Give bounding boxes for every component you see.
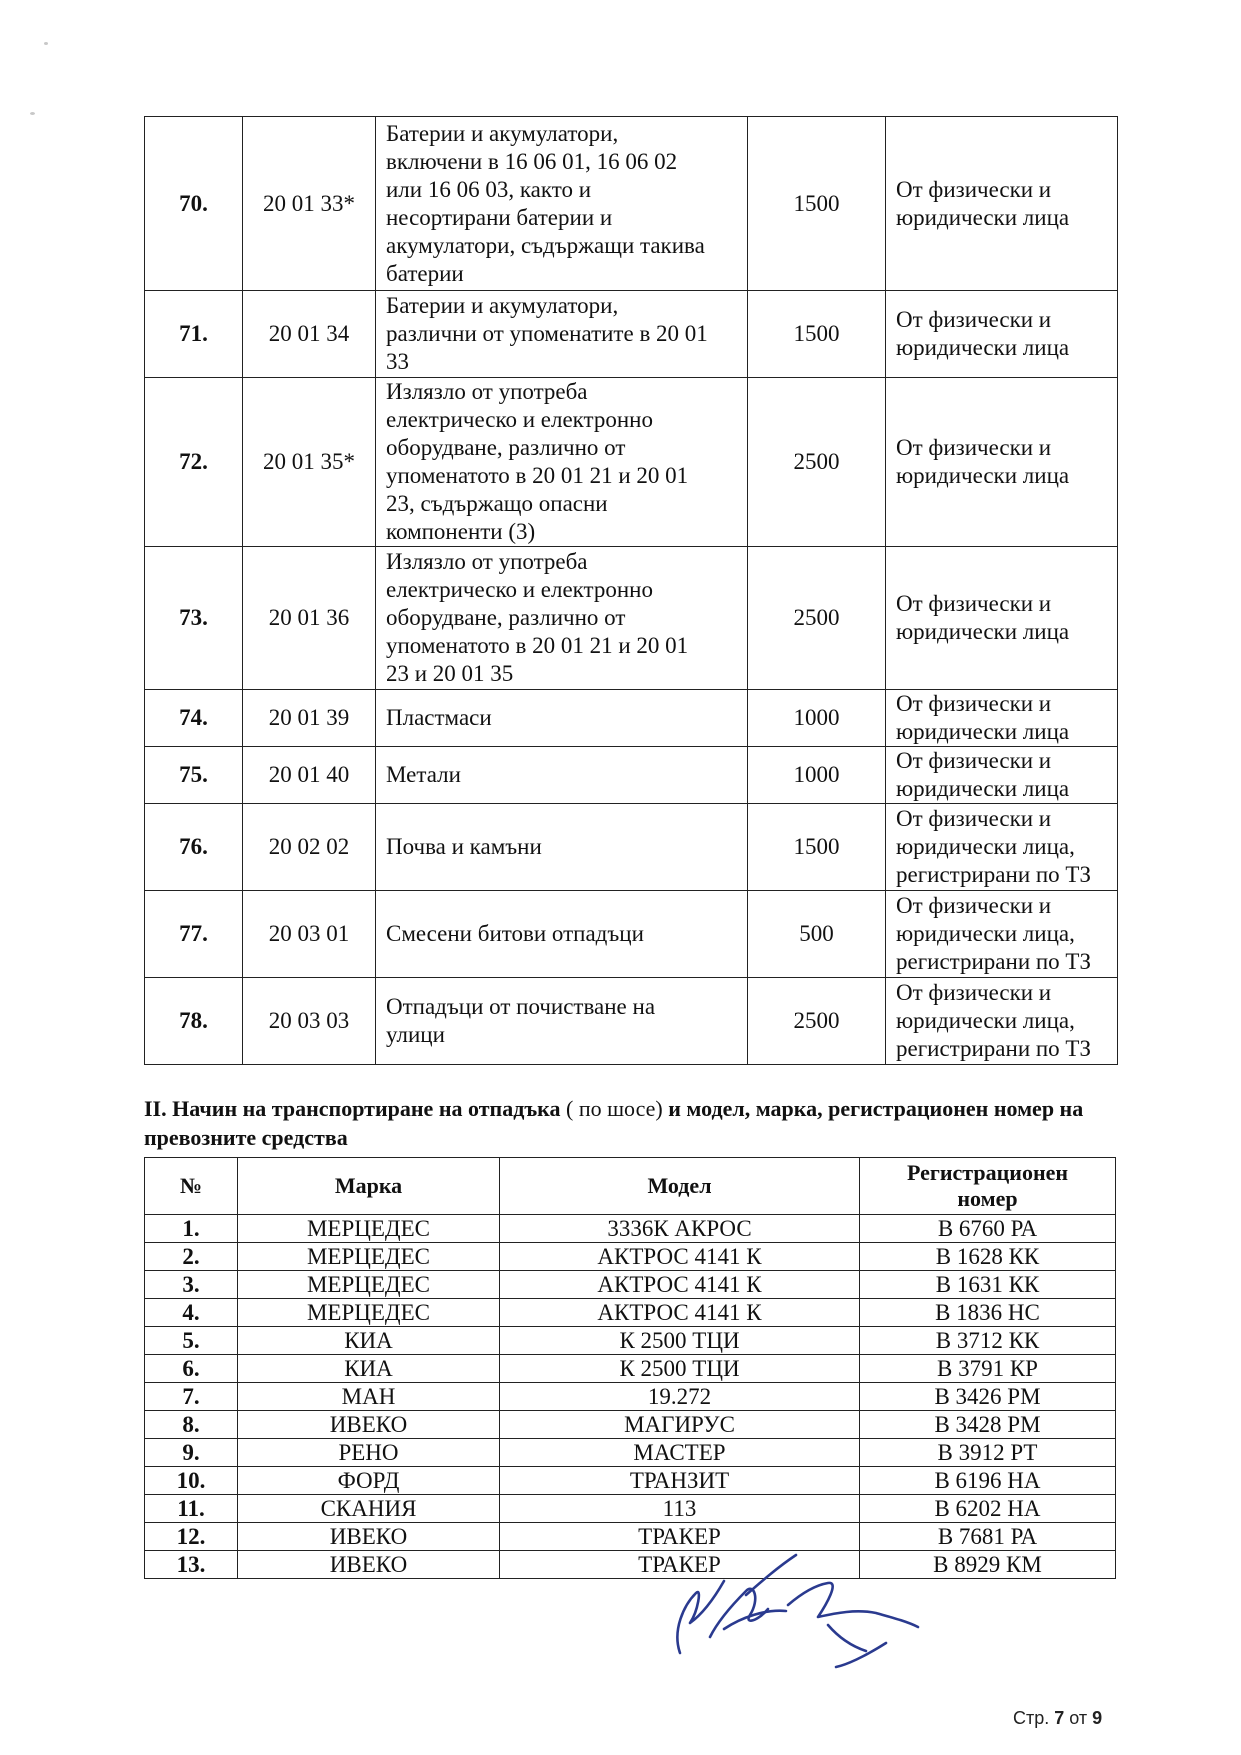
vehicle-registration: В 3912 РТ [860, 1439, 1116, 1467]
waste-origin-line: От физически и [896, 893, 1052, 918]
waste-row-number: 70. [145, 117, 243, 291]
waste-description-line: или 16 06 03, както и [386, 176, 592, 202]
waste-origin-line: юридически лица [896, 619, 1070, 644]
vehicles-header-row [145, 1158, 1116, 1215]
waste-origin [886, 891, 1118, 978]
waste-quantity: 500 [748, 891, 886, 978]
waste-origin-line: От физически и [896, 176, 1052, 202]
scan-speck [44, 42, 48, 45]
vehicle-registration: В 3791 КР [860, 1355, 1116, 1383]
vehicle-registration: В 1631 КК [860, 1271, 1116, 1299]
waste-description-line: различни от упоменатите в 20 01 [386, 321, 708, 346]
vehicle-number: 1. [145, 1215, 238, 1243]
vehicle-row [145, 1439, 1116, 1467]
waste-origin [886, 117, 1118, 291]
vehicle-row [145, 1551, 1116, 1579]
vehicle-row [145, 1327, 1116, 1355]
waste-description [376, 690, 748, 747]
vehicle-model: ТРАКЕР [500, 1523, 860, 1551]
vehicle-registration: В 1836 НС [860, 1299, 1116, 1327]
waste-description-line: упоменатото в 20 01 21 и 20 01 [386, 633, 689, 658]
vehicle-brand: СКАНИЯ [238, 1495, 500, 1523]
waste-row-number: 71. [145, 291, 243, 378]
waste-row [145, 747, 1118, 804]
section-heading-transport-mode: ( по шосе) [560, 1096, 669, 1121]
page-number-current: 7 [1054, 1708, 1065, 1728]
vehicle-registration: В 3426 РМ [860, 1383, 1116, 1411]
waste-origin-line: От физически и [896, 748, 1052, 773]
waste-row [145, 891, 1118, 978]
waste-description-line: акумулатори, съдържащи такива [386, 232, 705, 258]
waste-quantity: 2500 [748, 978, 886, 1065]
page-number-total: 9 [1092, 1708, 1103, 1728]
page-number-prefix: Стр. [1013, 1708, 1055, 1728]
waste-description-line: Батерии и акумулатори, [386, 293, 619, 318]
waste-origin [886, 291, 1118, 378]
waste-quantity: 1500 [748, 117, 886, 291]
vehicle-number: 13. [145, 1551, 238, 1579]
waste-origin-line: юридически лица, [896, 1008, 1075, 1033]
waste-origin-line: От физически и [896, 806, 1052, 831]
waste-code: 20 01 34 [243, 291, 376, 378]
waste-code: 20 01 33* [243, 117, 376, 291]
waste-origin [886, 804, 1118, 891]
vehicle-brand: КИА [238, 1327, 500, 1355]
vehicle-number: 11. [145, 1495, 238, 1523]
vehicle-row [145, 1299, 1116, 1327]
waste-quantity: 2500 [748, 378, 886, 547]
waste-code: 20 01 40 [243, 747, 376, 804]
waste-table [144, 116, 1118, 1065]
header-model: Модел [500, 1158, 860, 1215]
vehicle-registration: В 3712 КК [860, 1327, 1116, 1355]
waste-code: 20 01 35* [243, 378, 376, 547]
waste-origin-line: юридически лица, [896, 921, 1075, 946]
vehicle-model: К 2500 ТЦИ [500, 1355, 860, 1383]
waste-row-number: 76. [145, 804, 243, 891]
vehicle-row [145, 1467, 1116, 1495]
vehicle-row [145, 1523, 1116, 1551]
waste-description [376, 378, 748, 547]
vehicle-brand: ИВЕКО [238, 1551, 500, 1579]
vehicle-model: АКТРОС 4141 К [500, 1243, 860, 1271]
waste-description [376, 978, 748, 1065]
vehicle-row [145, 1271, 1116, 1299]
page-number-middle: от [1064, 1708, 1093, 1728]
waste-description-line: електрическо и електронно [386, 577, 653, 602]
vehicle-number: 10. [145, 1467, 238, 1495]
waste-origin-line: От физически и [896, 591, 1052, 616]
waste-origin-line: регистрирани по ТЗ [896, 862, 1092, 887]
waste-origin-line: юридически лица [896, 335, 1070, 360]
vehicle-brand: МЕРЦЕДЕС [238, 1299, 500, 1327]
waste-description-line: Почва и камъни [386, 834, 542, 859]
waste-description-line: несортирани батерии и [386, 204, 613, 230]
waste-description [376, 291, 748, 378]
waste-row [145, 547, 1118, 690]
waste-row [145, 117, 1118, 291]
vehicle-model: МАГИРУС [500, 1411, 860, 1439]
waste-origin-line: юридически лица [896, 463, 1070, 488]
vehicle-number: 7. [145, 1383, 238, 1411]
vehicle-row [145, 1495, 1116, 1523]
waste-origin [886, 547, 1118, 690]
vehicle-model: АКТРОС 4141 К [500, 1299, 860, 1327]
vehicle-brand: ФОРД [238, 1467, 500, 1495]
waste-origin-line: регистрирани по ТЗ [896, 949, 1092, 974]
waste-description [376, 747, 748, 804]
waste-description-line: 33 [386, 349, 409, 374]
waste-quantity: 1500 [748, 804, 886, 891]
vehicle-number: 2. [145, 1243, 238, 1271]
scan-speck [30, 112, 35, 115]
waste-origin [886, 378, 1118, 547]
waste-code: 20 01 39 [243, 690, 376, 747]
waste-description-line: 23, съдържащо опасни [386, 491, 608, 516]
waste-description-line: електрическо и електронно [386, 407, 653, 432]
vehicle-number: 3. [145, 1271, 238, 1299]
section-heading-bold-start: II. Начин на транспортиране на отпадъка [144, 1096, 561, 1121]
waste-description-line: Смесени битови отпадъци [386, 921, 644, 946]
vehicles-table-body [145, 1215, 1116, 1579]
vehicle-number: 9. [145, 1439, 238, 1467]
waste-description [376, 891, 748, 978]
waste-row-number: 78. [145, 978, 243, 1065]
waste-quantity: 1500 [748, 291, 886, 378]
waste-description-line: 23 и 20 01 35 [386, 661, 514, 686]
waste-description [376, 117, 748, 291]
waste-row [145, 291, 1118, 378]
vehicle-number: 6. [145, 1355, 238, 1383]
vehicle-model: ТРАНЗИТ [500, 1467, 860, 1495]
vehicle-row [145, 1383, 1116, 1411]
waste-code: 20 01 36 [243, 547, 376, 690]
waste-description-line: улици [386, 1022, 445, 1047]
waste-row-number: 75. [145, 747, 243, 804]
vehicle-registration: В 6196 НА [860, 1467, 1116, 1495]
waste-quantity: 1000 [748, 747, 886, 804]
vehicle-brand: РЕНО [238, 1439, 500, 1467]
waste-origin-line: От физически и [896, 691, 1052, 716]
header-brand: Марка [238, 1158, 500, 1215]
vehicle-number: 5. [145, 1327, 238, 1355]
waste-row-number: 74. [145, 690, 243, 747]
waste-origin-line: От физически и [896, 435, 1052, 460]
waste-description-line: Отпадъци от почистване на [386, 994, 656, 1019]
waste-origin-line: От физически и [896, 307, 1052, 332]
waste-row-number: 72. [145, 378, 243, 547]
waste-code: 20 03 01 [243, 891, 376, 978]
waste-origin-line: юридически лица [896, 719, 1070, 744]
waste-table-body [145, 117, 1118, 1065]
header-registration-line2: номер [957, 1186, 1018, 1211]
waste-description-line: Метали [386, 762, 461, 787]
section-heading [144, 1094, 1124, 1152]
waste-origin [886, 690, 1118, 747]
waste-origin-line: От физически и [896, 980, 1052, 1005]
waste-description-line: включени в 16 06 01, 16 06 02 [386, 148, 678, 174]
waste-description-line: Батерии и акумулатори, [386, 120, 619, 146]
vehicle-model: 3336К АКРОС [500, 1215, 860, 1243]
waste-description-line: батерии [386, 260, 464, 286]
vehicle-brand: МЕРЦЕДЕС [238, 1271, 500, 1299]
vehicle-model: 19.272 [500, 1383, 860, 1411]
waste-description [376, 804, 748, 891]
page-number [1013, 1708, 1102, 1729]
vehicle-brand: МАН [238, 1383, 500, 1411]
waste-row-number: 73. [145, 547, 243, 690]
vehicle-row [145, 1411, 1116, 1439]
vehicle-model: 113 [500, 1495, 860, 1523]
waste-quantity: 2500 [748, 547, 886, 690]
vehicle-brand: МЕРЦЕДЕС [238, 1215, 500, 1243]
vehicle-registration: В 1628 КК [860, 1243, 1116, 1271]
vehicles-table [144, 1157, 1116, 1579]
vehicle-registration: В 7681 РА [860, 1523, 1116, 1551]
waste-origin-line: регистрирани по ТЗ [896, 1036, 1092, 1061]
vehicle-brand: МЕРЦЕДЕС [238, 1243, 500, 1271]
waste-quantity: 1000 [748, 690, 886, 747]
waste-code: 20 02 02 [243, 804, 376, 891]
vehicle-registration: В 6760 РА [860, 1215, 1116, 1243]
vehicle-brand: КИА [238, 1355, 500, 1383]
waste-origin [886, 747, 1118, 804]
waste-row [145, 804, 1118, 891]
vehicle-number: 12. [145, 1523, 238, 1551]
vehicle-row [145, 1215, 1116, 1243]
waste-row [145, 978, 1118, 1065]
vehicle-number: 4. [145, 1299, 238, 1327]
vehicle-registration: В 3428 РМ [860, 1411, 1116, 1439]
waste-row [145, 690, 1118, 747]
header-registration [860, 1158, 1116, 1215]
waste-description-line: оборудване, различно от [386, 435, 626, 460]
waste-description-line: оборудване, различно от [386, 605, 626, 630]
vehicle-row [145, 1243, 1116, 1271]
vehicle-registration: В 6202 НА [860, 1495, 1116, 1523]
waste-origin [886, 978, 1118, 1065]
waste-origin-line: юридически лица [896, 776, 1070, 801]
vehicle-model: АКТРОС 4141 К [500, 1271, 860, 1299]
header-registration-line1: Регистрационен [906, 1160, 1069, 1185]
vehicle-registration: В 8929 КМ [860, 1551, 1116, 1579]
vehicle-row [145, 1355, 1116, 1383]
vehicle-brand: ИВЕКО [238, 1411, 500, 1439]
waste-description-line: Излязло от употреба [386, 379, 588, 404]
waste-origin-line: юридически лица [896, 204, 1070, 230]
vehicle-model: К 2500 ТЦИ [500, 1327, 860, 1355]
waste-row [145, 378, 1118, 547]
waste-description-line: Пластмаси [386, 705, 492, 730]
vehicle-brand: ИВЕКО [238, 1523, 500, 1551]
section-heading-bold-end: и модел, марка, регистрационен номер на превозните средства [144, 1096, 1084, 1150]
waste-description-line: компоненти (3) [386, 519, 536, 544]
vehicle-number: 8. [145, 1411, 238, 1439]
waste-description-line: Излязло от употреба [386, 549, 588, 574]
waste-code: 20 03 03 [243, 978, 376, 1065]
handwritten-signature [650, 1525, 930, 1670]
vehicle-model: ТРАКЕР [500, 1551, 860, 1579]
waste-row-number: 77. [145, 891, 243, 978]
waste-description-line: упоменатото в 20 01 21 и 20 01 [386, 463, 689, 488]
waste-description [376, 547, 748, 690]
waste-origin-line: юридически лица, [896, 834, 1075, 859]
vehicle-model: МАСТЕР [500, 1439, 860, 1467]
header-number: № [145, 1158, 238, 1215]
